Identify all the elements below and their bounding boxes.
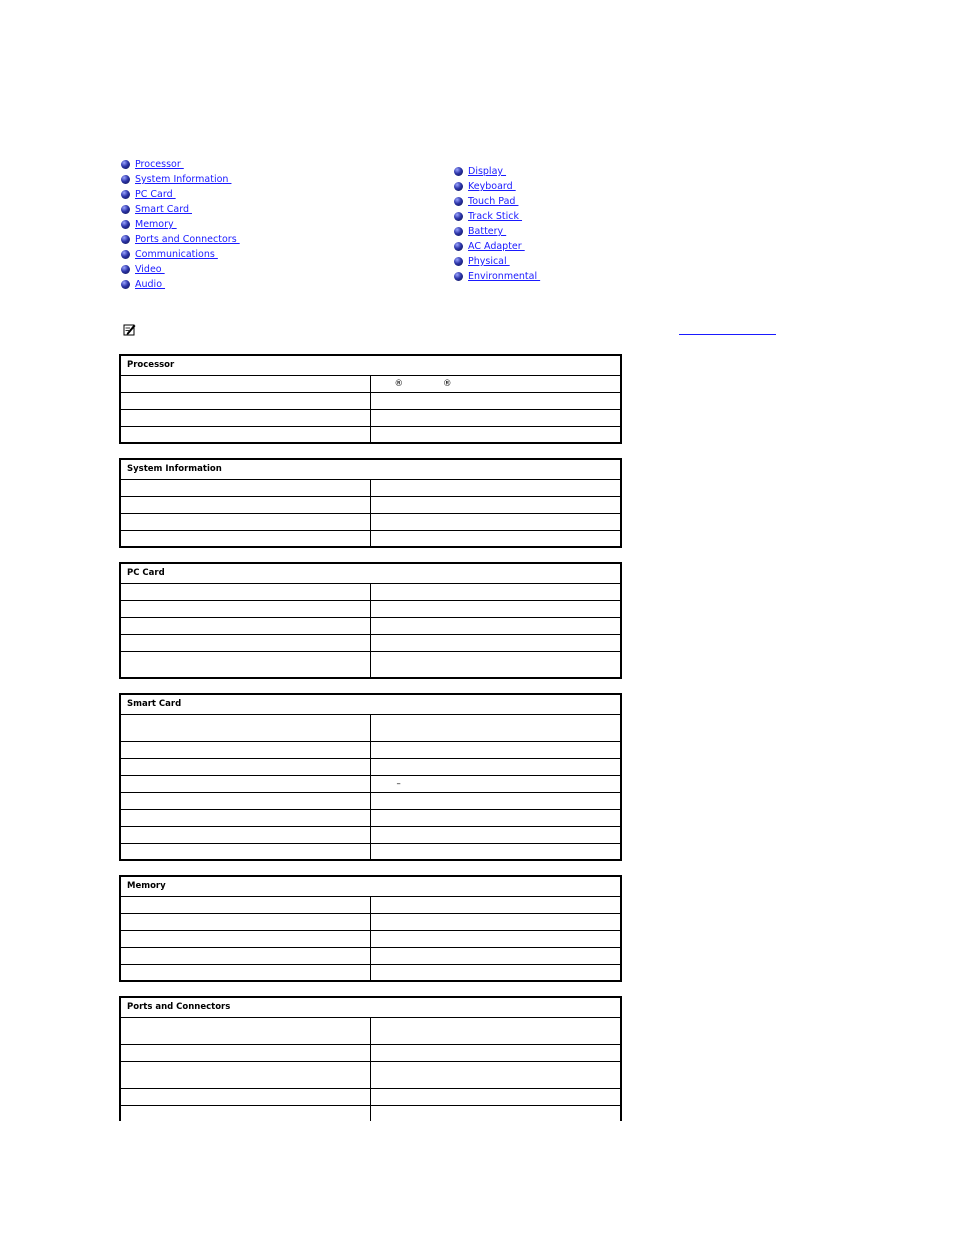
- table-row: [120, 947, 621, 964]
- table-title: Ports and Connectors: [120, 997, 621, 1017]
- toc-link-ports-and-connectors[interactable]: Ports and Connectors: [135, 234, 240, 245]
- table-row: [120, 479, 621, 496]
- toc-item-smart-card: [121, 202, 240, 217]
- registered-mark: ®: [394, 378, 403, 389]
- table-title: Smart Card: [120, 694, 621, 714]
- table-row: [120, 617, 621, 634]
- toc-link-physical[interactable]: Physical: [468, 256, 510, 267]
- bullet-icon: [121, 175, 130, 184]
- processor-table: [119, 354, 622, 444]
- table-row: [120, 600, 621, 617]
- toc-link-smart-card[interactable]: Smart Card: [135, 204, 192, 215]
- toc-link-processor[interactable]: Processor: [135, 159, 184, 170]
- toc-item-physical: [454, 254, 540, 269]
- toc-item-communications: [121, 247, 240, 262]
- table-title: PC Card: [120, 563, 621, 583]
- table-title: Memory: [120, 876, 621, 896]
- toc-item-audio: [121, 277, 240, 292]
- toc-item-display: [454, 164, 540, 179]
- toc-item-ac-adapter: [454, 239, 540, 254]
- registered-mark: ®: [443, 378, 452, 389]
- bullet-icon: [454, 242, 463, 251]
- note-icon: [123, 323, 136, 336]
- table-row: [120, 792, 621, 809]
- table-row: [120, 714, 621, 741]
- bullet-icon: [454, 167, 463, 176]
- table-row: [120, 513, 621, 530]
- ports-clip: [0, 996, 954, 1121]
- toc-right-column: [454, 164, 540, 284]
- table-row: [120, 843, 621, 860]
- table-row: [120, 741, 621, 758]
- toc-item-pc-card: [121, 187, 240, 202]
- toc-link-track-stick[interactable]: Track Stick: [468, 211, 523, 222]
- table-title: Processor: [120, 355, 621, 375]
- table-row: [120, 964, 621, 981]
- table-row: [120, 809, 621, 826]
- table-row: [120, 826, 621, 843]
- table-row: [120, 651, 621, 678]
- table-row: [120, 913, 621, 930]
- toc-link-environmental[interactable]: Environmental: [468, 271, 541, 282]
- table-row: [120, 496, 621, 513]
- toc-item-track-stick: [454, 209, 540, 224]
- toc-link-pc-card[interactable]: PC Card: [135, 189, 176, 200]
- bullet-icon: [121, 190, 130, 199]
- toc-item-keyboard: [454, 179, 540, 194]
- table-row: [120, 409, 621, 426]
- toc-link-video[interactable]: Video: [135, 264, 165, 275]
- toc-item-memory: [121, 217, 240, 232]
- toc-item-environmental: [454, 269, 540, 284]
- bullet-icon: [454, 197, 463, 206]
- bullet-icon: [121, 205, 130, 214]
- bullet-icon: [121, 250, 130, 259]
- toc-link-battery[interactable]: Battery: [468, 226, 507, 237]
- bullet-icon: [121, 280, 130, 289]
- table-row: [120, 775, 621, 792]
- table-row: [120, 634, 621, 651]
- toc-link-touch-pad[interactable]: Touch Pad: [468, 196, 519, 207]
- table-row: [120, 426, 621, 443]
- table-row: [120, 930, 621, 947]
- note-link[interactable]: [679, 324, 776, 335]
- table-row: [120, 758, 621, 775]
- bullet-icon: [454, 272, 463, 281]
- bullet-icon: [121, 220, 130, 229]
- toc-item-system-information: [121, 172, 240, 187]
- table-row: [120, 530, 621, 547]
- bullet-icon: [454, 182, 463, 191]
- toc-item-ports-and-connectors: [121, 232, 240, 247]
- toc-item-video: [121, 262, 240, 277]
- bullet-icon: [454, 212, 463, 221]
- table-row: [120, 392, 621, 409]
- toc-item-touch-pad: [454, 194, 540, 209]
- toc-item-processor: [121, 157, 240, 172]
- table-row: [120, 1105, 621, 1121]
- bullet-icon: [454, 257, 463, 266]
- toc-link-communications[interactable]: Communications: [135, 249, 218, 260]
- bullet-icon: [121, 265, 130, 274]
- toc-link-keyboard[interactable]: Keyboard: [468, 181, 516, 192]
- toc-link-ac-adapter[interactable]: AC Adapter: [468, 241, 525, 252]
- table-title: System Information: [120, 459, 621, 479]
- bullet-icon: [121, 235, 130, 244]
- toc-left-column: [121, 157, 240, 292]
- table-row: [120, 1017, 621, 1044]
- dash-mark: –: [396, 778, 401, 789]
- table-row: [120, 896, 621, 913]
- table-row: [120, 1061, 621, 1088]
- toc-link-memory[interactable]: Memory: [135, 219, 177, 230]
- ports-and-connectors-table: [119, 996, 622, 1121]
- toc-link-display[interactable]: Display: [468, 166, 507, 177]
- table-row: [120, 1044, 621, 1061]
- toc-link-system-information[interactable]: System Information: [135, 174, 232, 185]
- toc-item-battery: [454, 224, 540, 239]
- bullet-icon: [454, 227, 463, 236]
- memory-table: [119, 875, 622, 982]
- toc-link-audio[interactable]: Audio: [135, 279, 166, 290]
- table-row: [120, 583, 621, 600]
- bullet-icon: [121, 160, 130, 169]
- table-row: [120, 375, 621, 392]
- pc-card-table: [119, 562, 622, 679]
- system-information-table: [119, 458, 622, 548]
- smart-card-table: [119, 693, 622, 861]
- table-row: [120, 1088, 621, 1105]
